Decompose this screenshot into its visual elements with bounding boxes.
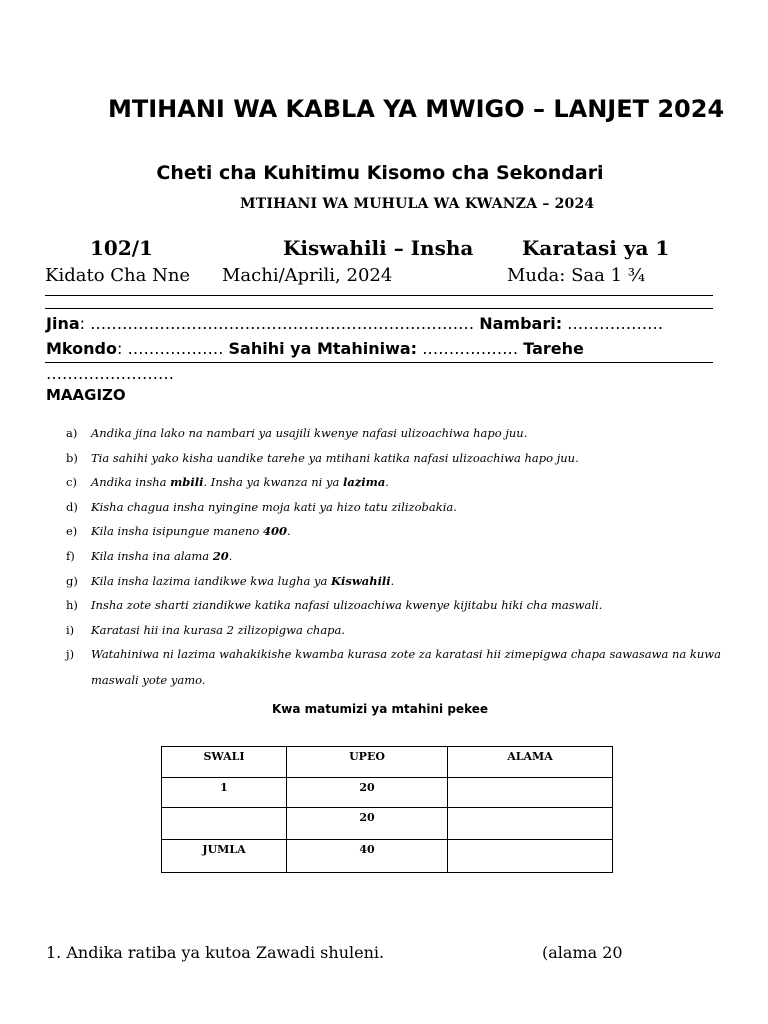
paper-code: 102/1 (90, 236, 153, 260)
header-upeo: UPEO (287, 747, 448, 778)
cell-upeo: 20 (287, 778, 448, 808)
table-row (162, 808, 613, 840)
candidate-details-row (46, 336, 714, 362)
header-swali: SWALI (162, 747, 287, 778)
paper-number: Karatasi ya 1 (522, 236, 670, 260)
exam-title: MTIHANI WA KABLA YA MWIGO – LANJET 2024 (108, 95, 725, 123)
divider-top (45, 295, 713, 296)
tarehe-label: Tarehe (523, 339, 584, 358)
divider-second (45, 308, 713, 309)
nambari-label: Nambari: (479, 314, 563, 333)
examiner-use-heading: Kwa matumizi ya mtahini pekee (271, 702, 489, 716)
instructions-list (66, 426, 746, 704)
instruction-item: g) Kila insha lazima iandikwe kwa lugha ya Kiswahili. (66, 573, 395, 588)
cell-swali: JUMLA (162, 840, 287, 873)
instruction-item: f) Kila insha ina alama 20. (66, 548, 233, 563)
exam-duration: Muda: Saa 1 ¾ (507, 265, 646, 286)
cell-alama[interactable] (448, 840, 613, 873)
instruction-item: j) Watahiniwa ni lazima wahakikishe kwamba kurasa zote za karatasi hii zimepigwa chapa sawasawa na kuwa maswali yote yamo. (66, 647, 722, 688)
header-alama: ALAMA (448, 747, 613, 778)
instruction-item: i) Karatasi hii ina kurasa 2 zilizopigwa chapa. (66, 622, 346, 637)
cell-swali: 1 (162, 778, 287, 808)
table-row-total (162, 840, 613, 873)
sahihi-label: Sahihi ya Mtahiniwa: (228, 339, 418, 358)
instruction-item: d) Kisha chagua insha nyingine moja kati ya hizo tatu zilizobakia. (66, 499, 457, 514)
question-1: 1. Andika ratiba ya kutoa Zawadi shuleni. (46, 943, 385, 962)
exam-date: Machi/Aprili, 2024 (222, 265, 393, 286)
cell-alama[interactable] (448, 778, 613, 808)
candidate-name-row (46, 311, 714, 337)
form-level: Kidato Cha Nne (45, 265, 191, 286)
jina-label: Jina (46, 314, 80, 333)
mkondo-field[interactable]: : ……………… (116, 339, 229, 358)
instruction-item: c) Andika insha mbili. Insha ya kwanza ni ya lazima. (66, 475, 389, 490)
sahihi-field[interactable]: ……………… (417, 339, 524, 358)
instruction-item: a) Andika jina lako na nambari ya usajili kwenye nafasi ulizoachiwa hapo juu. (66, 426, 528, 440)
jina-field[interactable]: : ……………………………………………………………… (79, 314, 475, 333)
score-table (161, 746, 613, 873)
cell-alama[interactable] (448, 808, 613, 840)
instruction-item: b) Tia sahihi yako kisha uandike tarehe ya mtihani katika nafasi ulizoachiwa hapo juu. (66, 450, 579, 465)
subject-name: Kiswahili – Insha (283, 236, 474, 260)
score-table-header (162, 747, 613, 778)
instructions-heading: MAAGIZO (46, 386, 126, 404)
tarehe-field[interactable]: …………………… (46, 364, 174, 383)
cell-upeo: 20 (287, 808, 448, 840)
instruction-item: e) Kila insha isipungue maneno 400. (66, 524, 291, 539)
instruction-item: h) Insha zote sharti ziandikwe katika nafasi ulizoachiwa kwenye kijitabu hiki cha maswali. (66, 598, 603, 613)
cell-upeo: 40 (287, 840, 448, 873)
table-row (162, 778, 613, 808)
mkondo-label: Mkondo (46, 339, 117, 358)
question-1-marks: (alama 20 (542, 943, 623, 962)
nambari-field[interactable]: ……………… (562, 314, 664, 333)
certificate-name: Cheti cha Kuhitimu Kisomo cha Sekondari (156, 162, 604, 184)
exam-term: MTIHANI WA MUHULA WA KWANZA – 2024 (240, 196, 595, 212)
cell-swali (162, 808, 287, 840)
